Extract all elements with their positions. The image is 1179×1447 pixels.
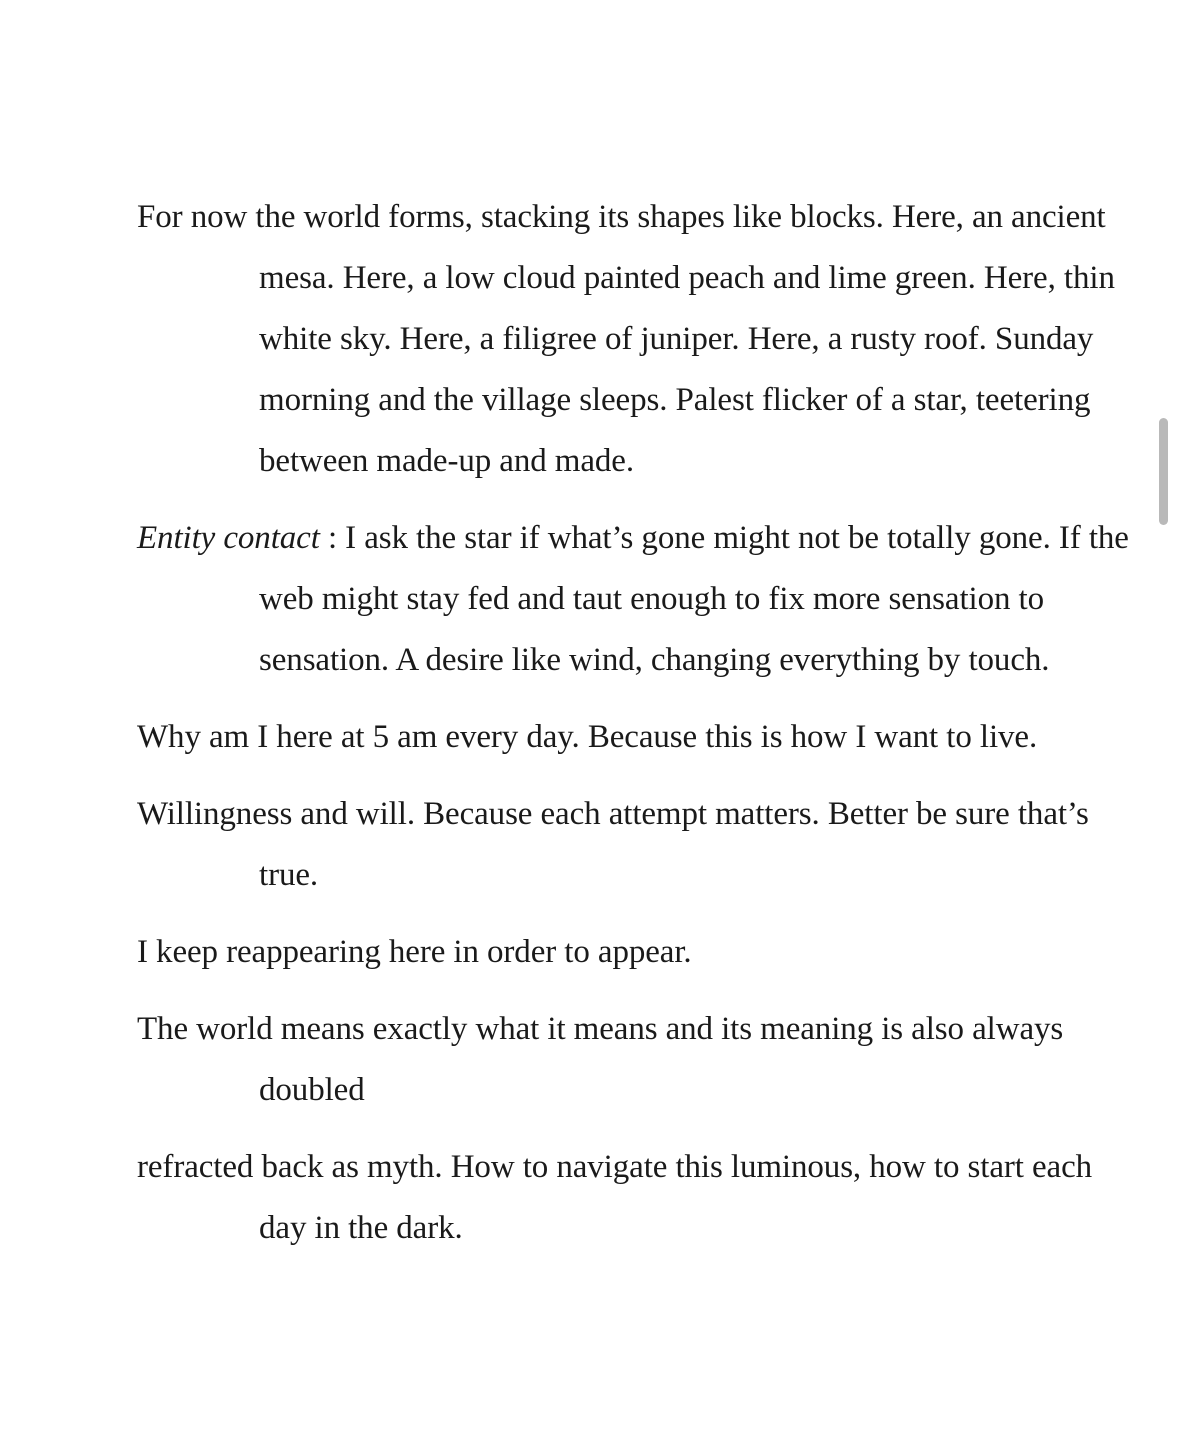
stanza-text: Why am I here at 5 am every day. Because this is how I want to live. (137, 719, 1038, 755)
poem-stanza-2 (137, 508, 1137, 691)
stanza-italic-lead: Entity contact (137, 520, 320, 556)
stanza-text: The world means exactly what it means and its meaning is also always doubled (137, 1011, 1064, 1108)
stanza-text: refracted back as myth. How to navigate this luminous, how to start each day in the dark. (137, 1149, 1093, 1246)
vertical-scrollbar[interactable] (1159, 418, 1168, 525)
poem-stanza-4 (137, 784, 1137, 906)
stanza-text: I keep reappearing here in order to appear. (137, 934, 692, 970)
stanza-text: For now the world forms, stacking its shapes like blocks. Here, an ancient mesa. Here, a low cloud painted peach and lime green. Here, thin white sky. Here, a filigree of juniper. Here, a rusty roof. Sunday morning and the village sleeps. Palest flicker of a star, teetering between made-up and made. (137, 199, 1115, 479)
poem-stanza-7 (137, 1137, 1137, 1259)
stanza-text: : I ask the star if what’s gone might not be totally gone. If the web might stay fed and taut enough to fix more sensation to sensation. A desire like wind, changing everything by touch. (259, 520, 1129, 678)
stanza-text: Willingness and will. Because each attempt matters. Better be sure that’s true. (137, 796, 1089, 893)
poem-body (137, 187, 1137, 1275)
poem-stanza-5 (137, 922, 1137, 983)
poem-stanza-1 (137, 187, 1137, 492)
poem-stanza-6 (137, 999, 1137, 1121)
poem-stanza-3 (137, 707, 1137, 768)
